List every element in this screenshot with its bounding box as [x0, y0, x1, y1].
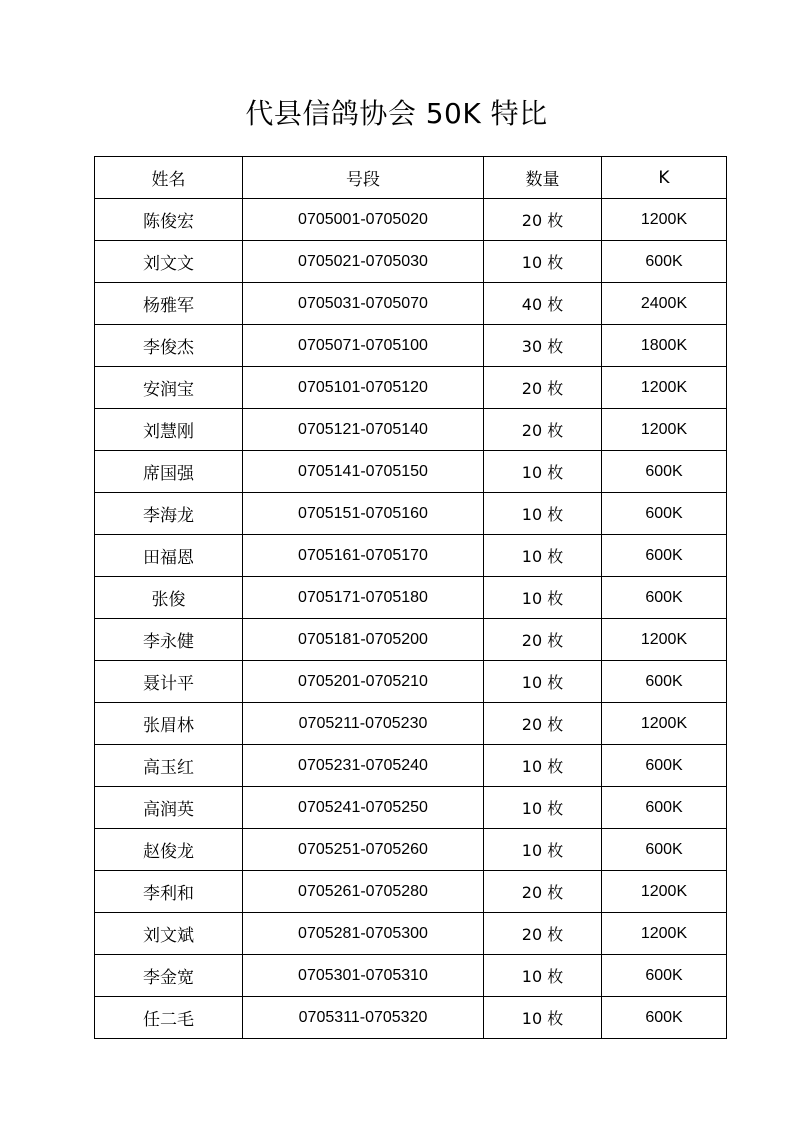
cell-band-range: 0705171-0705180 [243, 577, 484, 619]
page-title: 代县信鸽协会 50K 特比 [245, 97, 548, 130]
cell-band-range: 0705021-0705030 [243, 241, 484, 283]
cell-k: 1200K [602, 703, 727, 745]
cell-quantity: 20 枚 [484, 871, 602, 913]
header-name: 姓名 [95, 157, 243, 199]
cell-name: 聂计平 [95, 661, 243, 703]
cell-band-range: 0705071-0705100 [243, 325, 484, 367]
cell-quantity: 10 枚 [484, 661, 602, 703]
cell-name: 李海龙 [95, 493, 243, 535]
cell-name: 张眉林 [95, 703, 243, 745]
table-header-row [95, 157, 727, 199]
cell-name: 陈俊宏 [95, 199, 243, 241]
cell-quantity: 40 枚 [484, 283, 602, 325]
cell-k: 600K [602, 577, 727, 619]
table-row [95, 913, 727, 955]
table-row [95, 577, 727, 619]
cell-k: 600K [602, 829, 727, 871]
cell-quantity: 10 枚 [484, 997, 602, 1039]
cell-band-range: 0705031-0705070 [243, 283, 484, 325]
cell-k: 1800K [602, 325, 727, 367]
cell-k: 600K [602, 661, 727, 703]
cell-name: 张俊 [95, 577, 243, 619]
cell-band-range: 0705161-0705170 [243, 535, 484, 577]
cell-k: 1200K [602, 367, 727, 409]
cell-name: 田福恩 [95, 535, 243, 577]
table-row [95, 493, 727, 535]
cell-k: 1200K [602, 199, 727, 241]
cell-band-range: 0705121-0705140 [243, 409, 484, 451]
cell-band-range: 0705301-0705310 [243, 955, 484, 997]
table-row [95, 535, 727, 577]
cell-quantity: 10 枚 [484, 241, 602, 283]
cell-quantity: 20 枚 [484, 199, 602, 241]
cell-band-range: 0705101-0705120 [243, 367, 484, 409]
cell-band-range: 0705251-0705260 [243, 829, 484, 871]
cell-name: 李俊杰 [95, 325, 243, 367]
cell-name: 赵俊龙 [95, 829, 243, 871]
cell-name: 高玉红 [95, 745, 243, 787]
cell-k: 1200K [602, 913, 727, 955]
table-row [95, 325, 727, 367]
table-row [95, 367, 727, 409]
table-row [95, 199, 727, 241]
cell-k: 2400K [602, 283, 727, 325]
cell-band-range: 0705201-0705210 [243, 661, 484, 703]
cell-k: 1200K [602, 619, 727, 661]
cell-name: 席国强 [95, 451, 243, 493]
cell-band-range: 0705241-0705250 [243, 787, 484, 829]
cell-quantity: 10 枚 [484, 787, 602, 829]
cell-quantity: 10 枚 [484, 535, 602, 577]
table-row [95, 409, 727, 451]
table-row [95, 997, 727, 1039]
cell-quantity: 10 枚 [484, 493, 602, 535]
table-row [95, 703, 727, 745]
cell-quantity: 20 枚 [484, 367, 602, 409]
cell-quantity: 30 枚 [484, 325, 602, 367]
cell-quantity: 20 枚 [484, 409, 602, 451]
cell-band-range: 0705211-0705230 [243, 703, 484, 745]
cell-name: 李金宽 [95, 955, 243, 997]
cell-name: 安润宝 [95, 367, 243, 409]
cell-band-range: 0705231-0705240 [243, 745, 484, 787]
header-k: K [602, 157, 727, 199]
cell-name: 李永健 [95, 619, 243, 661]
cell-k: 600K [602, 451, 727, 493]
roster-table [94, 156, 727, 1039]
table-row [95, 829, 727, 871]
cell-name: 李利和 [95, 871, 243, 913]
cell-name: 刘文斌 [95, 913, 243, 955]
cell-band-range: 0705141-0705150 [243, 451, 484, 493]
cell-name: 刘慧刚 [95, 409, 243, 451]
table-row [95, 745, 727, 787]
cell-k: 600K [602, 241, 727, 283]
table-row [95, 241, 727, 283]
cell-band-range: 0705261-0705280 [243, 871, 484, 913]
table-row [95, 871, 727, 913]
cell-k: 600K [602, 745, 727, 787]
cell-quantity: 10 枚 [484, 829, 602, 871]
table-row [95, 955, 727, 997]
cell-band-range: 0705001-0705020 [243, 199, 484, 241]
cell-quantity: 20 枚 [484, 619, 602, 661]
cell-k: 600K [602, 997, 727, 1039]
cell-k: 1200K [602, 871, 727, 913]
cell-k: 1200K [602, 409, 727, 451]
cell-band-range: 0705281-0705300 [243, 913, 484, 955]
cell-quantity: 10 枚 [484, 451, 602, 493]
header-quantity: 数量 [484, 157, 602, 199]
table-row [95, 451, 727, 493]
cell-name: 任二毛 [95, 997, 243, 1039]
cell-quantity: 20 枚 [484, 913, 602, 955]
table-row [95, 661, 727, 703]
cell-quantity: 10 枚 [484, 955, 602, 997]
cell-name: 刘文文 [95, 241, 243, 283]
table-row [95, 787, 727, 829]
cell-quantity: 10 枚 [484, 745, 602, 787]
table-row [95, 283, 727, 325]
table-body [95, 199, 727, 1039]
cell-k: 600K [602, 787, 727, 829]
cell-band-range: 0705311-0705320 [243, 997, 484, 1039]
cell-quantity: 10 枚 [484, 577, 602, 619]
cell-band-range: 0705151-0705160 [243, 493, 484, 535]
cell-k: 600K [602, 493, 727, 535]
cell-k: 600K [602, 955, 727, 997]
cell-name: 高润英 [95, 787, 243, 829]
cell-quantity: 20 枚 [484, 703, 602, 745]
cell-name: 杨雅军 [95, 283, 243, 325]
header-band-range: 号段 [243, 157, 484, 199]
cell-band-range: 0705181-0705200 [243, 619, 484, 661]
table-row [95, 619, 727, 661]
cell-k: 600K [602, 535, 727, 577]
